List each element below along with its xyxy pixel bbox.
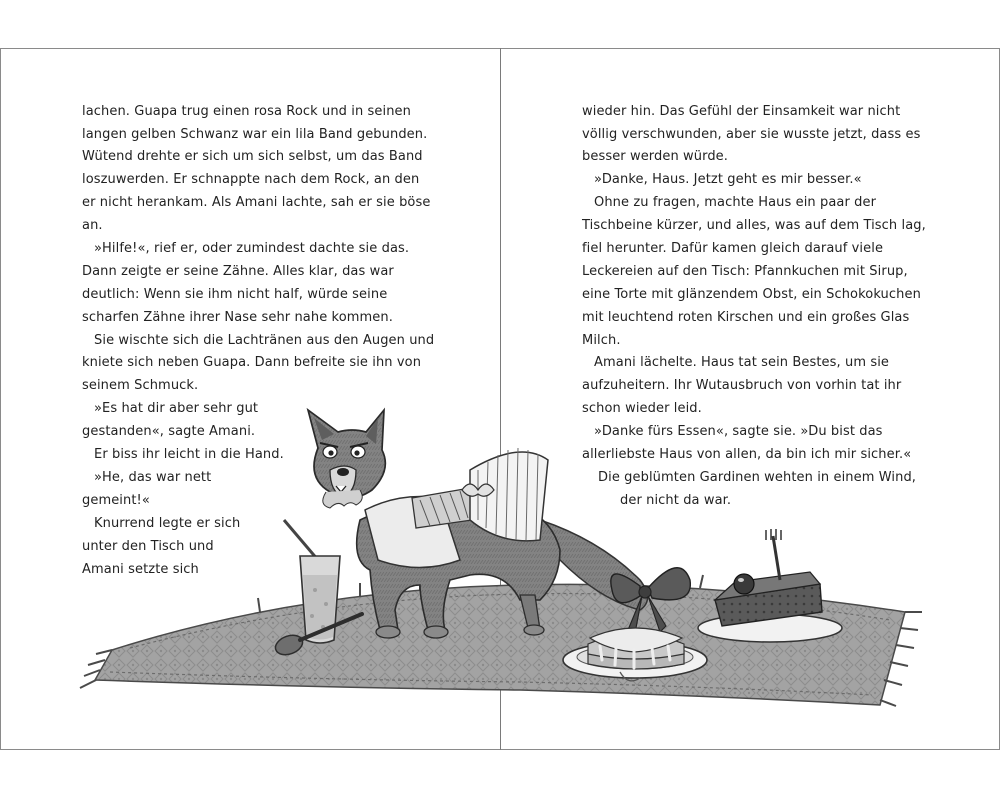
- right-text-line: »Danke fürs Essen«, sagte sie. »Du bist das: [594, 424, 883, 439]
- left-text-line: Sie wischte sich die Lachtränen aus den Augen und: [94, 333, 435, 348]
- left-text-line: »Es hat dir aber sehr gut: [94, 401, 259, 416]
- right-text-line: Leckereien auf den Tisch: Pfannkuchen mit Sirup,: [582, 264, 908, 279]
- left-text-line: an.: [82, 218, 103, 233]
- right-text-line: wieder hin. Das Gefühl der Einsamkeit war nicht: [582, 104, 901, 119]
- right-text-line: Ohne zu fragen, machte Haus ein paar der: [594, 195, 877, 210]
- right-text-line: »Danke, Haus. Jetzt geht es mir besser.«: [594, 172, 862, 187]
- left-text-line: Knurrend legte er sich: [94, 516, 241, 531]
- left-text-line: unter den Tisch und: [82, 539, 214, 554]
- right-text-line: mit leuchtend roten Kirschen und ein großes Glas: [582, 310, 910, 325]
- right-text-line: völlig verschwunden, aber sie wusste jetzt, dass es: [582, 127, 921, 142]
- right-text-line: Die geblümten Gardinen wehten in einem Wind,: [598, 470, 917, 485]
- right-text-line: aufzuheitern. Ihr Wutausbruch von vorhin tat ihr: [582, 378, 902, 393]
- right-text-line: allerliebste Haus von allen, da bin ich mir sicher.«: [582, 447, 912, 462]
- left-text-line: »He, das war nett: [94, 470, 212, 485]
- left-text-line: deutlich: Wenn sie ihm nicht half, würde seine: [82, 287, 388, 302]
- left-text-line: er nicht herankam. Als Amani lachte, sah er sie böse: [82, 195, 431, 210]
- left-text-line: »Hilfe!«, rief er, oder zumindest dachte sie das.: [94, 241, 410, 256]
- left-text-line: scharfen Zähne ihrer Nase sehr nahe kommen.: [82, 310, 393, 325]
- right-text-line: Milch.: [582, 333, 621, 348]
- left-text-line: gemeint!«: [82, 493, 150, 508]
- left-text-line: lachen. Guapa trug einen rosa Rock und in seinen: [82, 104, 411, 119]
- left-text-line: Amani setzte sich: [82, 562, 199, 577]
- left-text-line: gestanden«, sagte Amani.: [82, 424, 256, 439]
- right-text-line: der nicht da war.: [620, 493, 732, 508]
- right-text-line: fiel herunter. Dafür kamen gleich darauf viele: [582, 241, 884, 256]
- right-text-line: Amani lächelte. Haus tat sein Bestes, um sie: [594, 355, 890, 370]
- left-text-line: loszuwerden. Er schnappte nach dem Rock, an den: [82, 172, 420, 187]
- left-text-line: Er biss ihr leicht in die Hand.: [94, 447, 284, 462]
- right-text-line: schon wieder leid.: [582, 401, 702, 416]
- left-text-line: Dann zeigte er seine Zähne. Alles klar, das war: [82, 264, 394, 279]
- right-text-line: eine Torte mit glänzendem Obst, ein Schokokuchen: [582, 287, 921, 302]
- left-text-line: seinem Schmuck.: [82, 378, 199, 393]
- left-text-line: Wütend drehte er sich um sich selbst, um das Band: [82, 149, 423, 164]
- right-text-line: Tischbeine kürzer, und alles, was auf dem Tisch lag,: [582, 218, 926, 233]
- right-text-line: besser werden würde.: [582, 149, 729, 164]
- left-text-line: langen gelben Schwanz war ein lila Band gebunden.: [82, 127, 428, 142]
- left-text-line: kniete sich neben Guapa. Dann befreite sie ihn von: [82, 355, 422, 370]
